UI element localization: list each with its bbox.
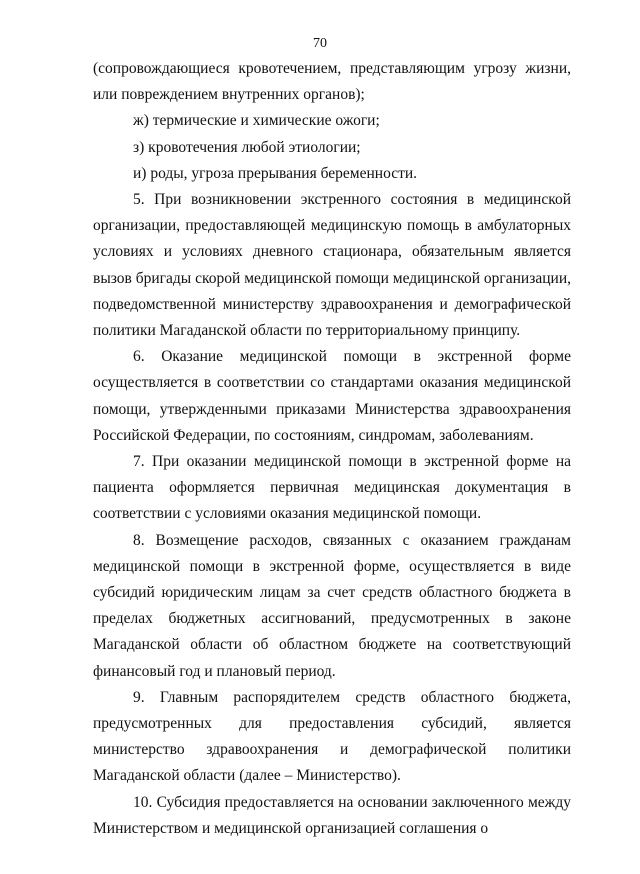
- paragraph-5: 5. При возникновении экстренного состояния в медицинской организации, предоставляющей медицинскую помощь в амбулаторных условиях и условиях дневного стационара, обязательным является вызов бригады скорой медицинской помощи медицинской организации, подведомственной министерству здравоохранения и демографической политики Магаданской области по территориальному принципу.: [93, 191, 571, 340]
- list-item-i: и) роды, угроза прерывания беременности.: [133, 164, 418, 182]
- paragraph-6: 6. Оказание медицинской помощи в экстренной форме осуществляется в соответствии со стандартами оказания медицинской помощи, утвержденными приказами Министерства здравоохранения Российской Федерации, по состояниям, синдромам, заболеваниям.: [93, 348, 571, 444]
- page-number: 70: [313, 36, 327, 51]
- paragraph-10: 10. Субсидия предоставляется на основании заключенного между Министерством и медицинской организацией соглашения о: [93, 793, 571, 837]
- paragraph-8: 8. Возмещение расходов, связанных с оказанием гражданам медицинской помощи в экстренной форме, осуществляется в виде субсидий юридическим лицам за счет средств областного бюджета в пределах бюджетных ассигнований, предусмотренных в законе Магаданской области об областном бюджете на соответствующий финансовый год и плановый период.: [93, 531, 571, 680]
- paragraph-9: 9. Главным распорядителем средств областного бюджета, предусмотренных для предоставления субсидий, является министерство здравоохранения и демографической политики Магаданской области (далее – Министерство).: [93, 688, 571, 785]
- list-item-zh: ж) термические и химические ожоги;: [133, 112, 380, 130]
- paragraph-continuation: (сопровождающиеся кровотечением, представляющим угрозу жизни, или повреждением внутренних органов);: [93, 60, 571, 104]
- paragraph-7: 7. При оказании медицинской помощи в экстренной форме на пациента оформляется первичная медицинская документация в соответствии с условиями оказания медицинской помощи.: [93, 453, 571, 523]
- document-body: [93, 56, 571, 842]
- list-item-z: з) кровотечения любой этиологии;: [133, 138, 361, 156]
